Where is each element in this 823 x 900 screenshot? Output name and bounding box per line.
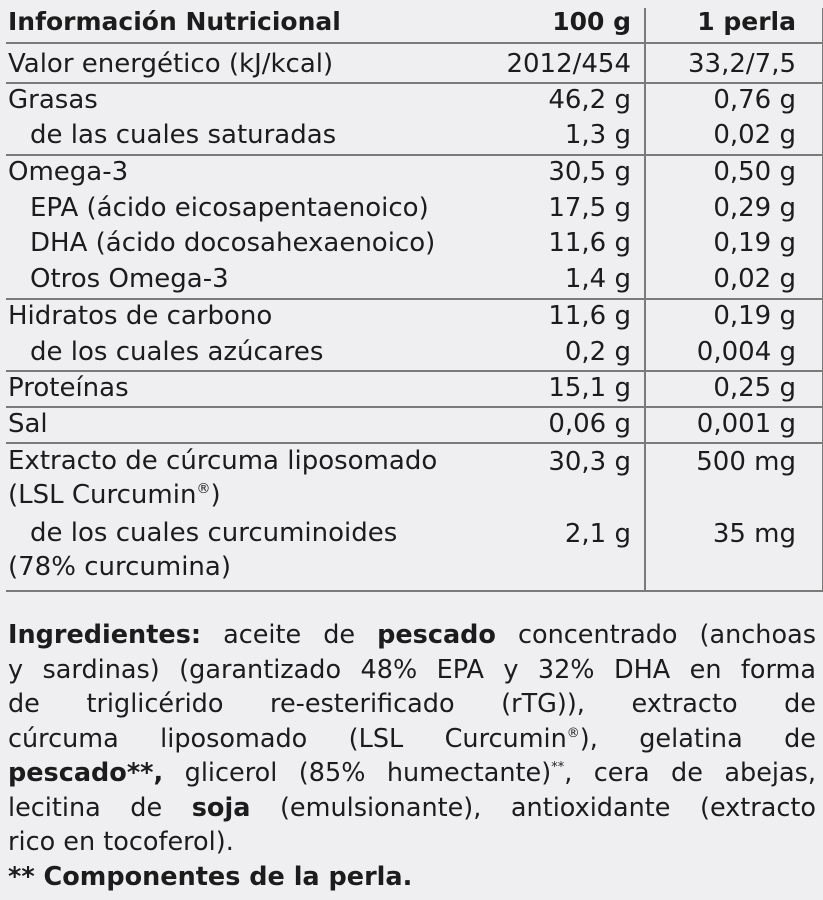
row-name: DHA (ácido docosahexaenoico) — [30, 228, 436, 258]
allergen-text: soja — [191, 792, 251, 823]
table-row — [0, 225, 823, 261]
ingredients-text: de triglicérido re-esterificado (rTG)), extracto de — [8, 689, 816, 719]
registered-mark: ® — [196, 481, 211, 497]
table-row — [0, 334, 823, 370]
footnote-mark: ** — [551, 760, 565, 775]
ingredients-text: , cera de abejas, — [564, 758, 816, 788]
row-divider — [6, 590, 822, 592]
row-perla: 35 mg — [712, 519, 796, 549]
ingredients-line — [8, 653, 816, 688]
row-name: Hidratos de carbono — [8, 301, 273, 331]
row-name-line2: (78% curcumina) — [8, 552, 231, 582]
ingredients-text: lecitina de — [8, 792, 192, 823]
table-row — [0, 298, 823, 334]
row-100g: 1,3 g — [564, 120, 631, 150]
row-perla: 0,02 g — [713, 264, 796, 294]
table-row — [0, 154, 823, 190]
row-100g: 11,6 g — [548, 228, 631, 258]
footnote: ** Componentes de la perla. — [8, 862, 413, 892]
row-name: Otros Omega-3 — [30, 264, 229, 294]
row-100g: 2,1 g — [564, 519, 631, 549]
table-row — [0, 370, 823, 406]
row-name: Omega-3 — [8, 157, 129, 187]
table-row — [0, 444, 823, 516]
ingredients-text: y sardinas) (garantizado 48% EPA y 32% DHA en forma — [8, 654, 816, 685]
row-100g: 11,6 g — [548, 301, 631, 331]
row-100g: 17,5 g — [548, 193, 631, 223]
header-100g: 100 g — [552, 7, 631, 36]
row-name: Grasas — [8, 85, 98, 115]
table-row — [0, 46, 823, 82]
table-row — [0, 190, 823, 226]
allergen-text: pescado — [377, 620, 496, 650]
row-100g: 30,3 g — [548, 447, 631, 477]
ingredients-line — [8, 687, 816, 722]
ingredients-text: aceite de — [201, 620, 378, 650]
ingredients-text: ), gelatina de — [579, 723, 816, 754]
row-name-line2-end: ) — [210, 480, 221, 510]
row-perla: 0,004 g — [696, 337, 796, 367]
row-divider — [6, 42, 822, 44]
row-100g: 2012/454 — [506, 49, 631, 79]
row-100g: 1,4 g — [564, 264, 631, 294]
row-perla: 0,001 g — [696, 409, 796, 439]
table-row — [0, 261, 823, 297]
row-perla: 0,25 g — [713, 373, 796, 403]
ingredients-line — [8, 722, 816, 757]
ingredients-text: cúrcuma liposomado (LSL Curcumin — [8, 723, 567, 754]
row-name — [8, 516, 398, 584]
ingredients-text: glicerol (85% humectante) — [163, 758, 552, 788]
row-perla: 0,50 g — [713, 157, 796, 187]
row-perla: 500 mg — [696, 447, 796, 477]
row-100g: 0,2 g — [564, 337, 631, 367]
row-perla: 33,2/7,5 — [688, 49, 796, 79]
ingredients-text: (emulsionante), antioxidante (extracto — [250, 792, 816, 823]
allergen-text: pescado**, — [8, 758, 164, 788]
ingredients-line — [8, 791, 816, 826]
ingredients-line — [8, 756, 816, 791]
row-100g: 46,2 g — [548, 85, 631, 115]
table-header-row — [0, 4, 823, 40]
table-row — [0, 406, 823, 442]
table-row — [0, 117, 823, 153]
ingredients-line — [8, 825, 816, 860]
row-100g: 0,06 g — [548, 409, 631, 439]
row-name-line2: (LSL Curcumin — [8, 480, 197, 510]
table-row — [0, 82, 823, 118]
table-row — [0, 516, 823, 588]
row-perla: 0,76 g — [713, 85, 796, 115]
row-perla: 0,29 g — [713, 193, 796, 223]
row-name: Proteínas — [8, 373, 129, 403]
row-name: Sal — [8, 409, 48, 439]
row-name-line1: de los cuales curcuminoides — [30, 518, 398, 548]
ingredients-text: concentrado (anchoas — [495, 620, 816, 650]
row-name — [8, 444, 437, 512]
ingredients-line — [8, 618, 816, 653]
ingredients-label: Ingredientes: — [8, 620, 202, 650]
row-perla: 0,02 g — [713, 120, 796, 150]
row-name-line1: Extracto de cúrcuma liposomado — [8, 446, 438, 476]
registered-mark: ® — [566, 725, 580, 741]
row-perla: 0,19 g — [713, 228, 796, 258]
header-perla: 1 perla — [697, 7, 796, 36]
row-name: de los cuales azúcares — [30, 337, 324, 367]
row-name: Valor energético (kJ/kcal) — [8, 49, 334, 79]
header-name: Información Nutricional — [8, 7, 341, 36]
row-perla: 0,19 g — [713, 301, 796, 331]
row-100g: 15,1 g — [548, 373, 631, 403]
ingredients-text: rico en tocoferol). — [8, 827, 234, 857]
ingredients-paragraph — [8, 618, 816, 860]
row-name: EPA (ácido eicosapentaenoico) — [30, 193, 429, 223]
row-name: de las cuales saturadas — [30, 120, 337, 150]
row-100g: 30,5 g — [548, 157, 631, 187]
